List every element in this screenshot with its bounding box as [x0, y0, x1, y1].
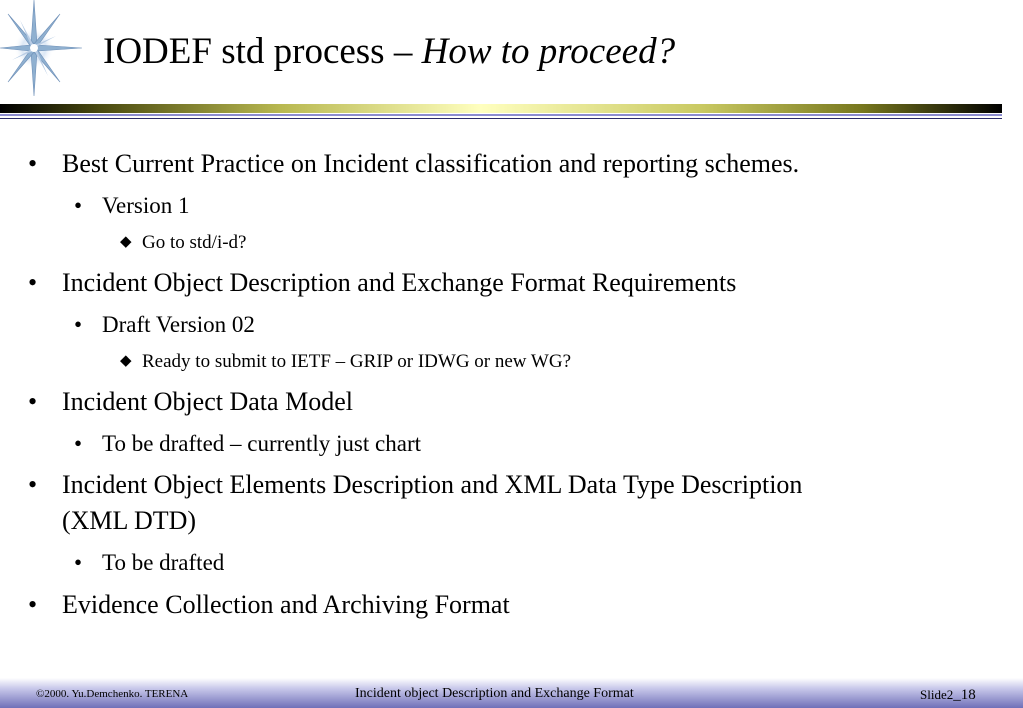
footer-copyright: ©2000. Yu.Demchenko. TERENA [36, 688, 189, 700]
title-divider-gold [0, 104, 1002, 113]
bullet-item: To be drafted – currently just chart [102, 431, 421, 456]
bullet-marker: • [74, 431, 83, 456]
bullet-marker: • [74, 193, 83, 218]
bullet-marker: • [28, 590, 38, 619]
slide-number-suffix: _18 [953, 687, 976, 703]
bullet-marker: • [74, 550, 83, 575]
bullet-item: Best Current Practice on Incident classification and reporting schemes. [62, 149, 800, 178]
bullet-marker: • [28, 387, 38, 416]
footer-title: Incident object Description and Exchange Format [355, 686, 634, 701]
bullet-item: Incident Object Elements Description and XML Data Type Description [62, 470, 803, 499]
bullet-item: To be drafted [102, 550, 225, 575]
bullet-marker: • [74, 312, 83, 337]
diamond-bullet-icon: ◆ [120, 353, 132, 369]
bullet-item: Draft Version 02 [102, 312, 255, 337]
diamond-bullet-icon: ◆ [120, 234, 132, 250]
title-italic: How to proceed? [421, 31, 676, 72]
bullet-marker: • [28, 470, 38, 499]
bullet-marker: • [28, 268, 38, 297]
bullet-item: Evidence Collection and Archiving Format [62, 590, 510, 619]
bullet-item-continuation: (XML DTD) [62, 506, 197, 535]
bullet-item: Ready to submit to IETF – GRIP or IDWG or new WG? [142, 351, 572, 372]
bullet-marker: • [28, 149, 38, 178]
title-divider-blue [0, 114, 1002, 116]
slide-title [103, 30, 675, 74]
title-plain: IODEF std process – [103, 31, 422, 72]
bullet-item: Version 1 [102, 193, 190, 218]
bullet-item: Incident Object Data Model [62, 387, 353, 416]
bullet-item: Go to std/i-d? [142, 232, 247, 253]
bullet-item: Incident Object Description and Exchange Format Requirements [62, 268, 737, 297]
starburst-logo-icon [0, 0, 90, 105]
slide-number [920, 686, 976, 704]
slide-number-prefix: Slide2 [920, 687, 954, 702]
title-divider-dark [0, 118, 1002, 119]
